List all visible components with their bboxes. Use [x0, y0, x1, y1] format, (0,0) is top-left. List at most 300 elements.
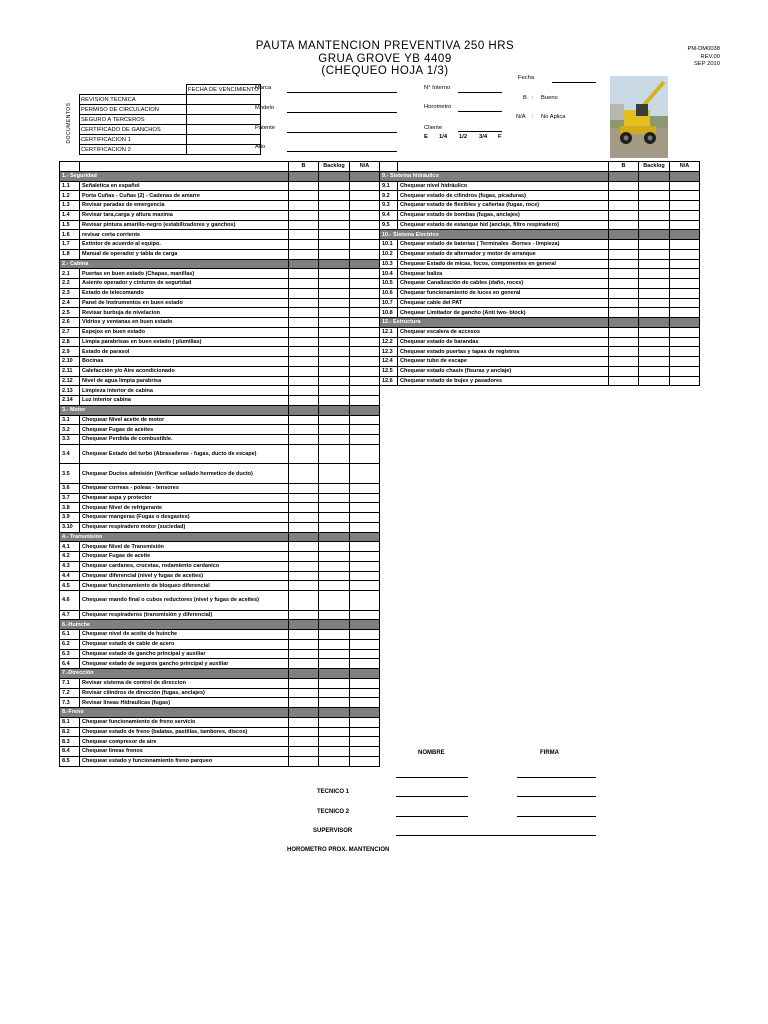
section-blank-cell [670, 171, 700, 181]
section-header-row [380, 171, 700, 181]
check-backlog-cell[interactable] [639, 181, 670, 191]
marca-field[interactable] [287, 92, 397, 93]
check-na-cell[interactable] [350, 503, 380, 513]
check-b-cell[interactable] [289, 191, 319, 201]
check-na-cell[interactable] [350, 357, 380, 367]
fuel-quarter[interactable]: 1/4 [439, 134, 448, 140]
check-backlog-cell[interactable] [319, 737, 350, 747]
check-backlog-cell[interactable] [319, 210, 350, 220]
item-number: 2.10 [60, 357, 80, 367]
check-b-cell[interactable] [289, 717, 319, 727]
item-description: Revisar sistema de control de direccion [80, 678, 289, 688]
check-na-cell[interactable] [350, 201, 380, 211]
check-b-cell[interactable] [289, 698, 319, 708]
check-b-cell[interactable] [289, 630, 319, 640]
check-backlog-cell[interactable] [639, 220, 670, 230]
check-backlog-cell[interactable] [319, 649, 350, 659]
expiry-field[interactable] [187, 145, 261, 155]
check-na-cell[interactable] [670, 210, 700, 220]
check-b-cell[interactable] [289, 337, 319, 347]
check-backlog-cell[interactable] [319, 747, 350, 757]
item-description: Chequear Nivel de refrigerante [80, 503, 289, 513]
check-na-cell[interactable] [350, 191, 380, 201]
check-backlog-cell[interactable] [639, 366, 670, 376]
check-b-cell[interactable] [609, 357, 639, 367]
check-backlog-cell[interactable] [319, 444, 350, 464]
check-b-cell[interactable] [289, 542, 319, 552]
check-na-cell[interactable] [350, 630, 380, 640]
check-backlog-cell[interactable] [319, 386, 350, 396]
check-na-cell[interactable] [350, 425, 380, 435]
fuel-three-quarter[interactable]: 3/4 [479, 134, 488, 140]
check-backlog-cell[interactable] [319, 727, 350, 737]
check-na-cell[interactable] [670, 308, 700, 318]
anio-field[interactable] [287, 151, 397, 152]
check-na-cell[interactable] [350, 756, 380, 766]
check-backlog-cell[interactable] [319, 610, 350, 620]
check-backlog-cell[interactable] [319, 717, 350, 727]
check-b-cell[interactable] [289, 522, 319, 532]
check-na-cell[interactable] [350, 298, 380, 308]
check-na-cell[interactable] [670, 298, 700, 308]
check-backlog-cell[interactable] [319, 376, 350, 386]
check-b-cell[interactable] [289, 210, 319, 220]
item-number: 4.2 [60, 552, 80, 562]
item-description: Chequear Fugas de aceite [80, 552, 289, 562]
section-title: 9.- Sistema hidráulico [380, 171, 609, 181]
horometro-field[interactable] [458, 111, 502, 112]
check-b-cell[interactable] [609, 259, 639, 269]
check-na-cell[interactable] [350, 230, 380, 240]
checklist-row [60, 386, 380, 396]
item-description: Chequear cable del PAT [398, 298, 609, 308]
check-na-cell[interactable] [350, 522, 380, 532]
check-backlog-cell[interactable] [319, 639, 350, 649]
item-description: Chequear mangeras (Fugas o desgastes) [80, 513, 289, 523]
checklist-row [60, 337, 380, 347]
check-b-cell[interactable] [289, 327, 319, 337]
section-blank-cell [289, 708, 319, 718]
section-blank-cell [670, 318, 700, 328]
check-backlog-cell[interactable] [319, 308, 350, 318]
check-na-cell[interactable] [670, 366, 700, 376]
check-backlog-cell[interactable] [319, 464, 350, 484]
checklist-row [60, 659, 380, 669]
check-backlog-cell[interactable] [319, 181, 350, 191]
check-backlog-cell[interactable] [639, 376, 670, 386]
check-na-cell[interactable] [670, 269, 700, 279]
check-b-cell[interactable] [289, 659, 319, 669]
item-description: Chequear estado puertas y tapas de registros [398, 347, 609, 357]
check-b-cell[interactable] [609, 279, 639, 289]
check-backlog-cell[interactable] [319, 678, 350, 688]
check-b-cell[interactable] [289, 727, 319, 737]
section-blank-cell [319, 532, 350, 542]
check-backlog-cell[interactable] [639, 308, 670, 318]
check-backlog-cell[interactable] [319, 337, 350, 347]
fuel-half[interactable]: 1/2 [459, 134, 468, 140]
section-blank-cell [319, 405, 350, 415]
checklist-row [60, 269, 380, 279]
check-na-cell[interactable] [350, 678, 380, 688]
check-na-cell[interactable] [350, 610, 380, 620]
check-na-cell[interactable] [350, 366, 380, 376]
check-b-cell[interactable] [289, 220, 319, 230]
check-b-cell[interactable] [609, 308, 639, 318]
check-na-cell[interactable] [350, 698, 380, 708]
check-b-cell[interactable] [609, 249, 639, 259]
check-backlog-cell[interactable] [319, 288, 350, 298]
check-b-cell[interactable] [609, 347, 639, 357]
item-description: Revisar pintura amarillo-negro (estabilizadores y ganchos) [80, 220, 289, 230]
check-na-cell[interactable] [350, 483, 380, 493]
column-header-row [60, 162, 380, 172]
section-title: 8.-Freno [60, 708, 289, 718]
check-na-cell[interactable] [350, 513, 380, 523]
check-na-cell[interactable] [670, 327, 700, 337]
check-na-cell[interactable] [670, 279, 700, 289]
document-item: SEGURO A TERCEROS [80, 115, 187, 125]
item-number: 4.4 [60, 571, 80, 581]
check-backlog-cell[interactable] [319, 220, 350, 230]
check-b-cell[interactable] [289, 425, 319, 435]
check-backlog-cell[interactable] [319, 327, 350, 337]
supervisor-field[interactable] [396, 835, 596, 836]
check-backlog-cell[interactable] [639, 288, 670, 298]
expiry-field[interactable] [187, 135, 261, 145]
check-na-cell[interactable] [350, 717, 380, 727]
check-backlog-cell[interactable] [639, 191, 670, 201]
check-backlog-cell[interactable] [639, 298, 670, 308]
checklist-row [60, 727, 380, 737]
item-number: 12.2 [380, 337, 398, 347]
item-number: 4.5 [60, 581, 80, 591]
check-na-cell[interactable] [350, 249, 380, 259]
check-b-cell[interactable] [609, 191, 639, 201]
check-na-cell[interactable] [350, 308, 380, 318]
check-backlog-cell[interactable] [319, 483, 350, 493]
check-b-cell[interactable] [289, 639, 319, 649]
check-b-cell[interactable] [289, 571, 319, 581]
check-b-cell[interactable] [289, 396, 319, 406]
check-b-cell[interactable] [289, 386, 319, 396]
check-backlog-cell[interactable] [319, 688, 350, 698]
check-b-cell[interactable] [289, 649, 319, 659]
check-backlog-cell[interactable] [639, 269, 670, 279]
check-b-cell[interactable] [289, 298, 319, 308]
check-na-cell[interactable] [350, 561, 380, 571]
item-description: Extintor de acuerdo al equipo. [80, 240, 289, 250]
check-na-cell[interactable] [350, 435, 380, 445]
checklist-row [60, 249, 380, 259]
check-na-cell[interactable] [350, 318, 380, 328]
check-backlog-cell[interactable] [319, 659, 350, 669]
check-b-cell[interactable] [289, 288, 319, 298]
check-backlog-cell[interactable] [319, 591, 350, 611]
check-b-cell[interactable] [289, 201, 319, 211]
check-backlog-cell[interactable] [319, 630, 350, 640]
fecha-field[interactable] [552, 82, 596, 83]
check-b-cell[interactable] [289, 688, 319, 698]
column-header-row [380, 162, 700, 172]
check-b-cell[interactable] [289, 483, 319, 493]
modelo-field[interactable] [287, 112, 397, 113]
item-description: Chequear estado de estanque hid (anclaje, filtro respiradero) [398, 220, 609, 230]
patente-field[interactable] [287, 132, 397, 133]
check-na-cell[interactable] [670, 288, 700, 298]
check-na-cell[interactable] [350, 220, 380, 230]
check-b-cell[interactable] [289, 230, 319, 240]
check-backlog-cell[interactable] [319, 561, 350, 571]
check-na-cell[interactable] [670, 201, 700, 211]
check-na-cell[interactable] [350, 415, 380, 425]
check-backlog-cell[interactable] [319, 571, 350, 581]
check-b-cell[interactable] [289, 678, 319, 688]
section-title: 1.- Seguridad [60, 171, 289, 181]
check-b-cell[interactable] [289, 610, 319, 620]
check-b-cell[interactable] [289, 581, 319, 591]
check-na-cell[interactable] [670, 376, 700, 386]
item-description: Chequear diferencial (nivel y fugas de aceites) [80, 571, 289, 581]
section-blank-cell [289, 259, 319, 269]
item-number: 2.3 [60, 288, 80, 298]
check-backlog-cell[interactable] [319, 191, 350, 201]
checklist-row [60, 425, 380, 435]
check-b-cell[interactable] [289, 279, 319, 289]
check-na-cell[interactable] [350, 376, 380, 386]
header-blank [60, 162, 80, 172]
check-na-cell[interactable] [350, 337, 380, 347]
check-na-cell[interactable] [670, 181, 700, 191]
check-backlog-cell[interactable] [639, 259, 670, 269]
item-description: Chequear lineas frenos [80, 747, 289, 757]
item-number: 9.4 [380, 210, 398, 220]
check-na-cell[interactable] [350, 542, 380, 552]
item-description: Chequear Limitador de gancho (Anti two- block) [398, 308, 609, 318]
check-b-cell[interactable] [609, 288, 639, 298]
check-na-cell[interactable] [350, 591, 380, 611]
check-b-cell[interactable] [289, 318, 319, 328]
check-na-cell[interactable] [350, 396, 380, 406]
check-backlog-cell[interactable] [319, 581, 350, 591]
check-backlog-cell[interactable] [639, 337, 670, 347]
check-b-cell[interactable] [289, 181, 319, 191]
expiry-field[interactable] [187, 105, 261, 115]
check-b-cell[interactable] [289, 464, 319, 484]
check-na-cell[interactable] [350, 279, 380, 289]
check-b-cell[interactable] [289, 376, 319, 386]
check-backlog-cell[interactable] [319, 279, 350, 289]
check-na-cell[interactable] [670, 191, 700, 201]
check-b-cell[interactable] [289, 561, 319, 571]
check-na-cell[interactable] [350, 240, 380, 250]
item-description: Revisar lineas Hidraulicas (fugas) [80, 698, 289, 708]
item-number: 3.10 [60, 522, 80, 532]
check-b-cell[interactable] [609, 366, 639, 376]
check-b-cell[interactable] [609, 337, 639, 347]
check-backlog-cell[interactable] [319, 318, 350, 328]
column-header-b: B [609, 162, 639, 172]
check-b-cell[interactable] [289, 269, 319, 279]
check-na-cell[interactable] [350, 581, 380, 591]
check-b-cell[interactable] [609, 327, 639, 337]
check-na-cell[interactable] [350, 737, 380, 747]
item-description: Chequear aspa y protector [80, 493, 289, 503]
check-backlog-cell[interactable] [319, 552, 350, 562]
item-description: Chequear cardanes, crucetas, rodamiento cardanico [80, 561, 289, 571]
tecnico2-signature-field[interactable] [517, 816, 596, 817]
check-backlog-cell[interactable] [319, 493, 350, 503]
check-b-cell[interactable] [289, 444, 319, 464]
check-backlog-cell[interactable] [639, 249, 670, 259]
check-backlog-cell[interactable] [319, 435, 350, 445]
check-na-cell[interactable] [670, 259, 700, 269]
check-b-cell[interactable] [289, 366, 319, 376]
check-na-cell[interactable] [350, 659, 380, 669]
check-na-cell[interactable] [350, 639, 380, 649]
check-na-cell[interactable] [350, 552, 380, 562]
n-interno-field[interactable] [458, 92, 502, 93]
checklist-row [380, 366, 700, 376]
doc-code: PM-DM0038 [687, 46, 720, 52]
check-na-cell[interactable] [350, 464, 380, 484]
check-na-cell[interactable] [670, 240, 700, 250]
check-na-cell[interactable] [350, 727, 380, 737]
check-backlog-cell[interactable] [319, 230, 350, 240]
check-na-cell[interactable] [670, 347, 700, 357]
item-number: 2.13 [60, 386, 80, 396]
item-number: 10.5 [380, 279, 398, 289]
check-b-cell[interactable] [609, 201, 639, 211]
check-b-cell[interactable] [609, 376, 639, 386]
check-na-cell[interactable] [670, 249, 700, 259]
check-backlog-cell[interactable] [319, 249, 350, 259]
nombre-header: NOMBRE [418, 750, 445, 756]
document-item: CERTIFICADO DE GANCHOS [80, 125, 187, 135]
item-number: 10.4 [380, 269, 398, 279]
item-description: Chequear estado de alternador y motor de arranque [398, 249, 609, 259]
check-b-cell[interactable] [289, 435, 319, 445]
check-b-cell[interactable] [289, 249, 319, 259]
check-b-cell[interactable] [289, 552, 319, 562]
check-b-cell[interactable] [289, 747, 319, 757]
check-backlog-cell[interactable] [639, 210, 670, 220]
check-backlog-cell[interactable] [319, 425, 350, 435]
check-na-cell[interactable] [350, 571, 380, 581]
check-b-cell[interactable] [289, 737, 319, 747]
check-b-cell[interactable] [289, 591, 319, 611]
check-backlog-cell[interactable] [319, 269, 350, 279]
check-backlog-cell[interactable] [639, 357, 670, 367]
check-backlog-cell[interactable] [319, 415, 350, 425]
check-backlog-cell[interactable] [319, 542, 350, 552]
check-b-cell[interactable] [289, 347, 319, 357]
item-description: Estado de parasol [80, 347, 289, 357]
check-backlog-cell[interactable] [319, 503, 350, 513]
check-b-cell[interactable] [289, 756, 319, 766]
check-backlog-cell[interactable] [319, 240, 350, 250]
check-na-cell[interactable] [670, 337, 700, 347]
tecnico2-name-field[interactable] [396, 816, 468, 817]
check-na-cell[interactable] [350, 386, 380, 396]
check-backlog-cell[interactable] [319, 396, 350, 406]
check-b-cell[interactable] [289, 308, 319, 318]
item-description: Chequear estado de gancho principal y auxiliar [80, 649, 289, 659]
fuel-full: F [498, 134, 502, 140]
check-na-cell[interactable] [350, 649, 380, 659]
check-na-cell[interactable] [350, 347, 380, 357]
check-b-cell[interactable] [609, 181, 639, 191]
checklist-row [60, 318, 380, 328]
expiry-field[interactable] [187, 125, 261, 135]
cliente-field[interactable] [458, 131, 502, 132]
check-backlog-cell[interactable] [639, 240, 670, 250]
form-subtitle-equipment: GRUA GROVE YB 4409 [318, 53, 452, 65]
check-backlog-cell[interactable] [639, 201, 670, 211]
check-b-cell[interactable] [609, 210, 639, 220]
check-b-cell[interactable] [289, 503, 319, 513]
check-backlog-cell[interactable] [319, 522, 350, 532]
check-b-cell[interactable] [289, 357, 319, 367]
check-na-cell[interactable] [350, 688, 380, 698]
check-backlog-cell[interactable] [319, 347, 350, 357]
item-description: Chequear compresor de aire [80, 737, 289, 747]
check-backlog-cell[interactable] [639, 347, 670, 357]
anio-label: Año [255, 144, 266, 150]
check-na-cell[interactable] [350, 747, 380, 757]
check-na-cell[interactable] [350, 181, 380, 191]
check-backlog-cell[interactable] [319, 513, 350, 523]
column-header-backlog: Backlog [639, 162, 670, 172]
check-na-cell[interactable] [350, 288, 380, 298]
check-na-cell[interactable] [350, 269, 380, 279]
check-na-cell[interactable] [350, 493, 380, 503]
tecnico1-signature-field[interactable] [517, 796, 596, 797]
legend-na-code: N/A [516, 114, 526, 120]
check-b-cell[interactable] [609, 220, 639, 230]
check-backlog-cell[interactable] [319, 698, 350, 708]
expiry-field[interactable] [187, 95, 261, 105]
check-b-cell[interactable] [289, 493, 319, 503]
check-b-cell[interactable] [289, 415, 319, 425]
check-b-cell[interactable] [609, 298, 639, 308]
check-b-cell[interactable] [609, 240, 639, 250]
check-na-cell[interactable] [350, 327, 380, 337]
expiry-field[interactable] [187, 115, 261, 125]
check-b-cell[interactable] [609, 269, 639, 279]
check-na-cell[interactable] [350, 444, 380, 464]
check-na-cell[interactable] [670, 357, 700, 367]
check-b-cell[interactable] [289, 240, 319, 250]
check-na-cell[interactable] [350, 210, 380, 220]
check-b-cell[interactable] [289, 513, 319, 523]
cliente-label: Cliente [424, 125, 443, 131]
check-na-cell[interactable] [670, 220, 700, 230]
check-backlog-cell[interactable] [319, 298, 350, 308]
check-backlog-cell[interactable] [319, 366, 350, 376]
item-description: Chequear funcionamiento de bloqueo diferencial [80, 581, 289, 591]
check-backlog-cell[interactable] [639, 327, 670, 337]
check-backlog-cell[interactable] [639, 279, 670, 289]
header-blank [380, 162, 398, 172]
check-backlog-cell[interactable] [319, 357, 350, 367]
section-blank-cell [289, 171, 319, 181]
check-backlog-cell[interactable] [319, 756, 350, 766]
section-header-row [60, 171, 380, 181]
item-number: 12.3 [380, 347, 398, 357]
tecnico1-name-field[interactable] [396, 796, 468, 797]
check-backlog-cell[interactable] [319, 201, 350, 211]
